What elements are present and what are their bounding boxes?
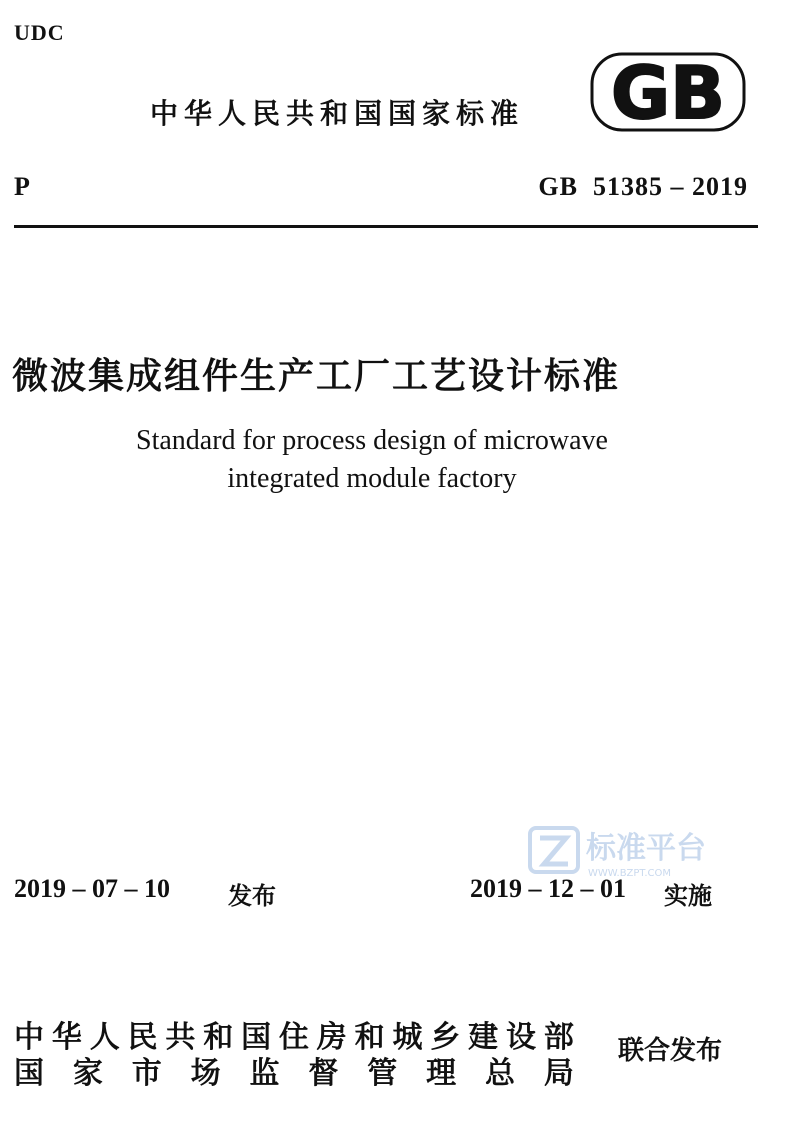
publisher-char: 理 bbox=[426, 1056, 457, 1091]
watermark-text: 标准平台 bbox=[586, 831, 706, 866]
title-english bbox=[0, 422, 744, 498]
title-english-line1: Standard for process design of microwave bbox=[136, 425, 608, 456]
publisher-char: 和 bbox=[354, 1020, 385, 1055]
publisher-char: 华 bbox=[51, 1020, 82, 1055]
title-english-line2: integrated module factory bbox=[227, 463, 517, 494]
issue-date: 2019 – 07 – 10 bbox=[14, 874, 170, 903]
implementation-date: 2019 – 12 – 01 bbox=[470, 874, 626, 903]
publisher-char: 市 bbox=[131, 1056, 162, 1091]
publisher-char: 人 bbox=[89, 1020, 120, 1055]
title-chinese: 微波集成组件生产工厂工艺设计标准 bbox=[12, 356, 621, 397]
classification-code: P bbox=[14, 172, 30, 201]
udc-label: UDC bbox=[14, 20, 65, 45]
publisher-char: 建 bbox=[468, 1020, 499, 1055]
publisher-char: 管 bbox=[367, 1056, 398, 1091]
publisher-char: 部 bbox=[543, 1020, 574, 1055]
publisher-char: 国 bbox=[241, 1020, 272, 1055]
publisher-char: 国 bbox=[14, 1056, 44, 1091]
header-divider bbox=[14, 225, 758, 228]
national-standard-label: 中华人民共和国国家标准 bbox=[150, 97, 525, 130]
standard-number: GB 51385 – 2019 bbox=[538, 172, 748, 201]
gb-logo bbox=[588, 44, 748, 136]
publisher-char: 家 bbox=[72, 1056, 103, 1091]
issue-label: 发布 bbox=[228, 882, 276, 910]
publisher-char: 总 bbox=[485, 1056, 515, 1091]
publisher-char: 住 bbox=[278, 1020, 309, 1055]
watermark-logo bbox=[526, 822, 726, 880]
publisher-char: 城 bbox=[392, 1020, 423, 1055]
publisher-char: 督 bbox=[308, 1056, 339, 1091]
publisher-line-2 bbox=[14, 1048, 574, 1092]
publisher-char: 局 bbox=[543, 1056, 574, 1091]
publisher-char: 乡 bbox=[430, 1020, 461, 1055]
watermark-url: WWW.BZPT.COM bbox=[588, 868, 672, 879]
publisher-char: 场 bbox=[190, 1056, 221, 1091]
publisher-char: 中 bbox=[14, 1020, 44, 1055]
publisher-char: 共 bbox=[165, 1020, 196, 1055]
publisher-char: 和 bbox=[203, 1020, 234, 1055]
publisher-char: 监 bbox=[249, 1056, 280, 1091]
gb-logo-text: GB bbox=[611, 51, 725, 135]
implementation-label: 实施 bbox=[664, 882, 712, 910]
joint-release-label: 联合发布 bbox=[618, 1036, 723, 1066]
publisher-char: 房 bbox=[316, 1020, 347, 1055]
publisher-char: 民 bbox=[127, 1020, 158, 1055]
publisher-char: 设 bbox=[505, 1020, 536, 1055]
